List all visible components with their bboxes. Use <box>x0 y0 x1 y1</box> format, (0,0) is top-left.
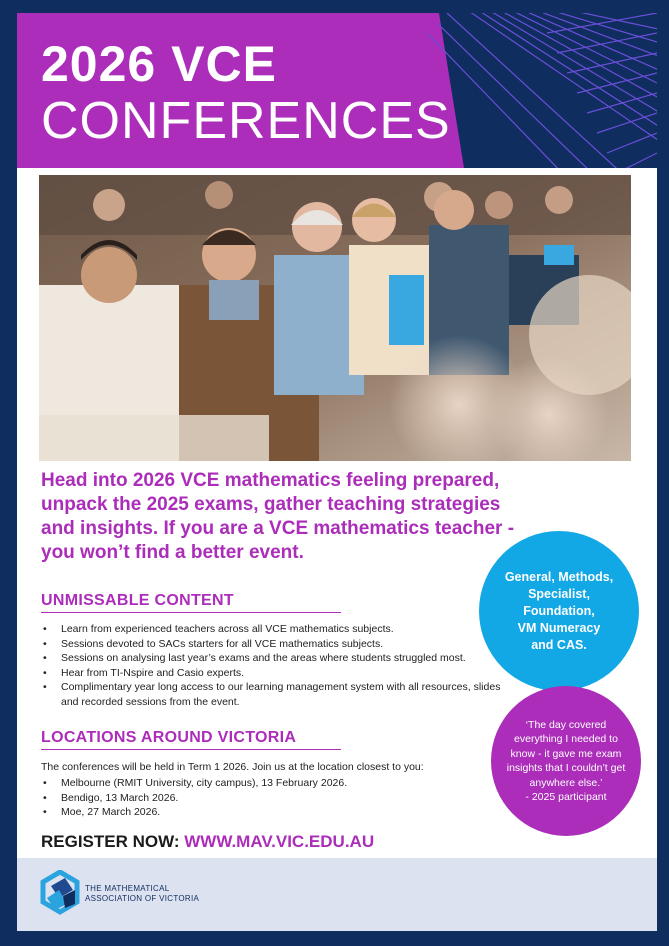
header-banner <box>17 13 657 168</box>
locations-intro: The conferences will be held in Term 1 2026. Join us at the location closest to you: <box>41 761 424 773</box>
testimonial-circle <box>491 686 641 836</box>
mav-logo-icon[interactable] <box>37 870 83 916</box>
list-item: • Hear from TI-Nspire and Casio experts. <box>61 666 511 681</box>
title-line-1: 2026 VCE <box>41 36 277 92</box>
register-line <box>41 832 374 852</box>
locations-list <box>41 776 481 820</box>
title-line-2: CONFERENCES <box>41 92 451 150</box>
list-item: • Bendigo, 13 March 2026. <box>61 791 481 806</box>
decorative-lines-icon <box>427 13 657 168</box>
unmissable-list <box>41 622 511 709</box>
list-item: • Moe, 27 March 2026. <box>61 805 481 820</box>
flyer-page <box>17 13 657 931</box>
register-link[interactable]: WWW.MAV.VIC.EDU.AU <box>184 832 375 851</box>
list-item: • Melbourne (RMIT University, city campus), 13 February 2026. <box>61 776 481 791</box>
subjects-text: General, Methods, Specialist, Foundation, VM Numeracy and CAS. <box>504 569 614 652</box>
locations-heading: LOCATIONS AROUND VICTORIA <box>41 729 341 750</box>
org-name <box>85 884 199 904</box>
list-item: • Learn from experienced teachers across all VCE mathematics subjects. <box>61 622 511 637</box>
audience-photo <box>39 175 631 461</box>
list-item: • Complimentary year long access to our learning management system with all resources, slides and recorded sessions from the event. <box>61 680 511 709</box>
intro-text: Head into 2026 VCE mathematics feeling prepared, unpack the 2025 exams, gather teaching strategies and insights. If you are a VCE mathematics teacher - you won’t find a better event. <box>41 470 515 563</box>
unmissable-heading: UNMISSABLE CONTENT <box>41 592 341 613</box>
testimonial-text: ‘The day covered everything I needed to know - it gave me exam insights that I couldn’t get anywhere else.’ - 2025 participant <box>506 718 626 803</box>
org-line-2: ASSOCIATION OF VICTORIA <box>85 894 200 903</box>
footer <box>17 858 657 931</box>
subjects-circle <box>479 531 639 691</box>
register-label: REGISTER NOW: <box>41 832 180 851</box>
list-item: • Sessions devoted to SACs starters for all VCE mathematics subjects. <box>61 637 511 652</box>
org-line-1: THE MATHEMATICAL <box>85 884 170 893</box>
list-item: • Sessions on analysing last year’s exams and the areas where students struggled most. <box>61 651 511 666</box>
